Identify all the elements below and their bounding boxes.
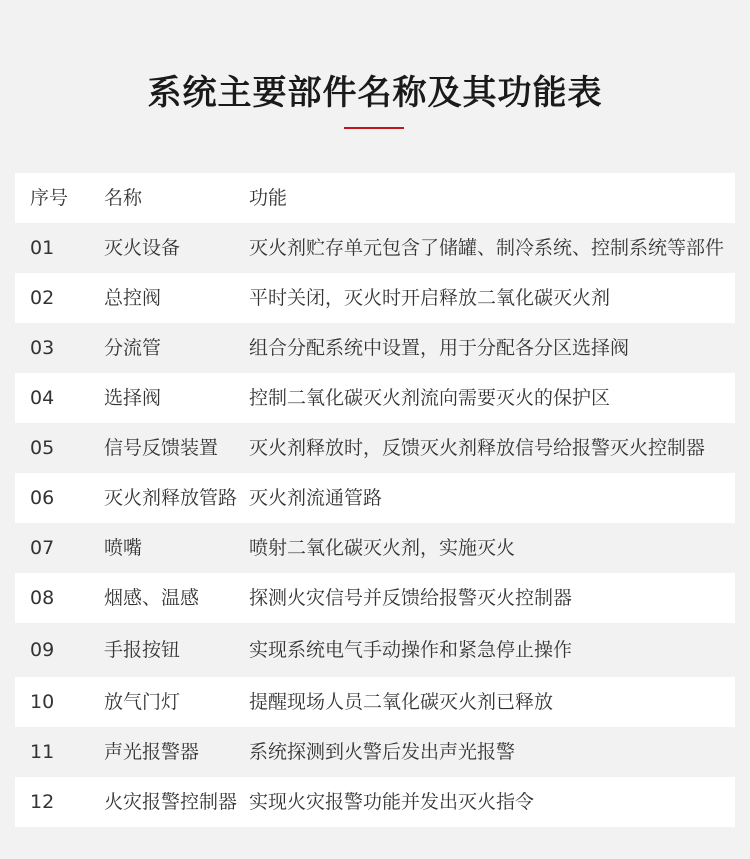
component-table xyxy=(15,173,735,827)
row-name: 灭火剂释放管路 xyxy=(104,487,238,509)
row-name: 火灾报警控制器 xyxy=(104,791,238,813)
row-function: 实现系统电气手动操作和紧急停止操作 xyxy=(249,639,573,661)
table-row xyxy=(15,323,735,373)
row-name: 烟感、温感 xyxy=(104,587,200,609)
row-function: 实现火灾报警功能并发出灭火指令 xyxy=(249,791,535,813)
title-underline xyxy=(344,127,404,129)
table-row xyxy=(15,727,735,777)
row-function: 探测火灾信号并反馈给报警灭火控制器 xyxy=(249,587,573,609)
table-row xyxy=(15,523,735,573)
row-name: 手报按钮 xyxy=(104,639,181,661)
row-no: 04 xyxy=(30,387,55,409)
table-row xyxy=(15,777,735,827)
table-header-row xyxy=(15,173,735,223)
row-name: 声光报警器 xyxy=(104,741,200,763)
row-name: 分流管 xyxy=(104,337,162,359)
row-name: 喷嘴 xyxy=(104,537,143,559)
row-no: 07 xyxy=(30,537,55,559)
row-no: 06 xyxy=(30,487,55,509)
row-name: 总控阀 xyxy=(104,287,162,309)
row-name: 灭火设备 xyxy=(104,237,181,259)
row-function: 灭火剂释放时，反馈灭火剂释放信号给报警灭火控制器 xyxy=(249,437,706,459)
page-title: 系统主要部件名称及其功能表 xyxy=(147,73,603,113)
row-no: 08 xyxy=(30,587,55,609)
row-no: 02 xyxy=(30,287,55,309)
table-row xyxy=(15,573,735,623)
header-function: 功能 xyxy=(249,187,288,209)
table-row xyxy=(15,423,735,473)
table-row xyxy=(15,373,735,423)
table-row xyxy=(15,677,735,727)
row-no: 12 xyxy=(30,791,55,813)
header-name: 名称 xyxy=(104,187,143,209)
row-name: 选择阀 xyxy=(104,387,162,409)
table-row xyxy=(15,623,735,677)
row-no: 05 xyxy=(30,437,55,459)
header-no: 序号 xyxy=(30,187,69,209)
row-name: 放气门灯 xyxy=(104,691,181,713)
row-function: 提醒现场人员二氧化碳灭火剂已释放 xyxy=(249,691,554,713)
row-no: 09 xyxy=(30,639,55,661)
table-row xyxy=(15,273,735,323)
table-row xyxy=(15,223,735,273)
row-no: 03 xyxy=(30,337,55,359)
row-no: 01 xyxy=(30,237,55,259)
row-function: 组合分配系统中设置，用于分配各分区选择阀 xyxy=(249,337,630,359)
row-name: 信号反馈装置 xyxy=(104,437,219,459)
row-no: 10 xyxy=(30,691,55,713)
row-no: 11 xyxy=(30,741,55,763)
row-function: 灭火剂流通管路 xyxy=(249,487,383,509)
row-function: 灭火剂贮存单元包含了储罐、制冷系统、控制系统等部件 xyxy=(249,237,725,259)
row-function: 平时关闭，灭火时开启释放二氧化碳灭火剂 xyxy=(249,287,611,309)
row-function: 控制二氧化碳灭火剂流向需要灭火的保护区 xyxy=(249,387,611,409)
row-function: 喷射二氧化碳灭火剂，实施灭火 xyxy=(249,537,516,559)
table-row xyxy=(15,473,735,523)
row-function: 系统探测到火警后发出声光报警 xyxy=(249,741,516,763)
